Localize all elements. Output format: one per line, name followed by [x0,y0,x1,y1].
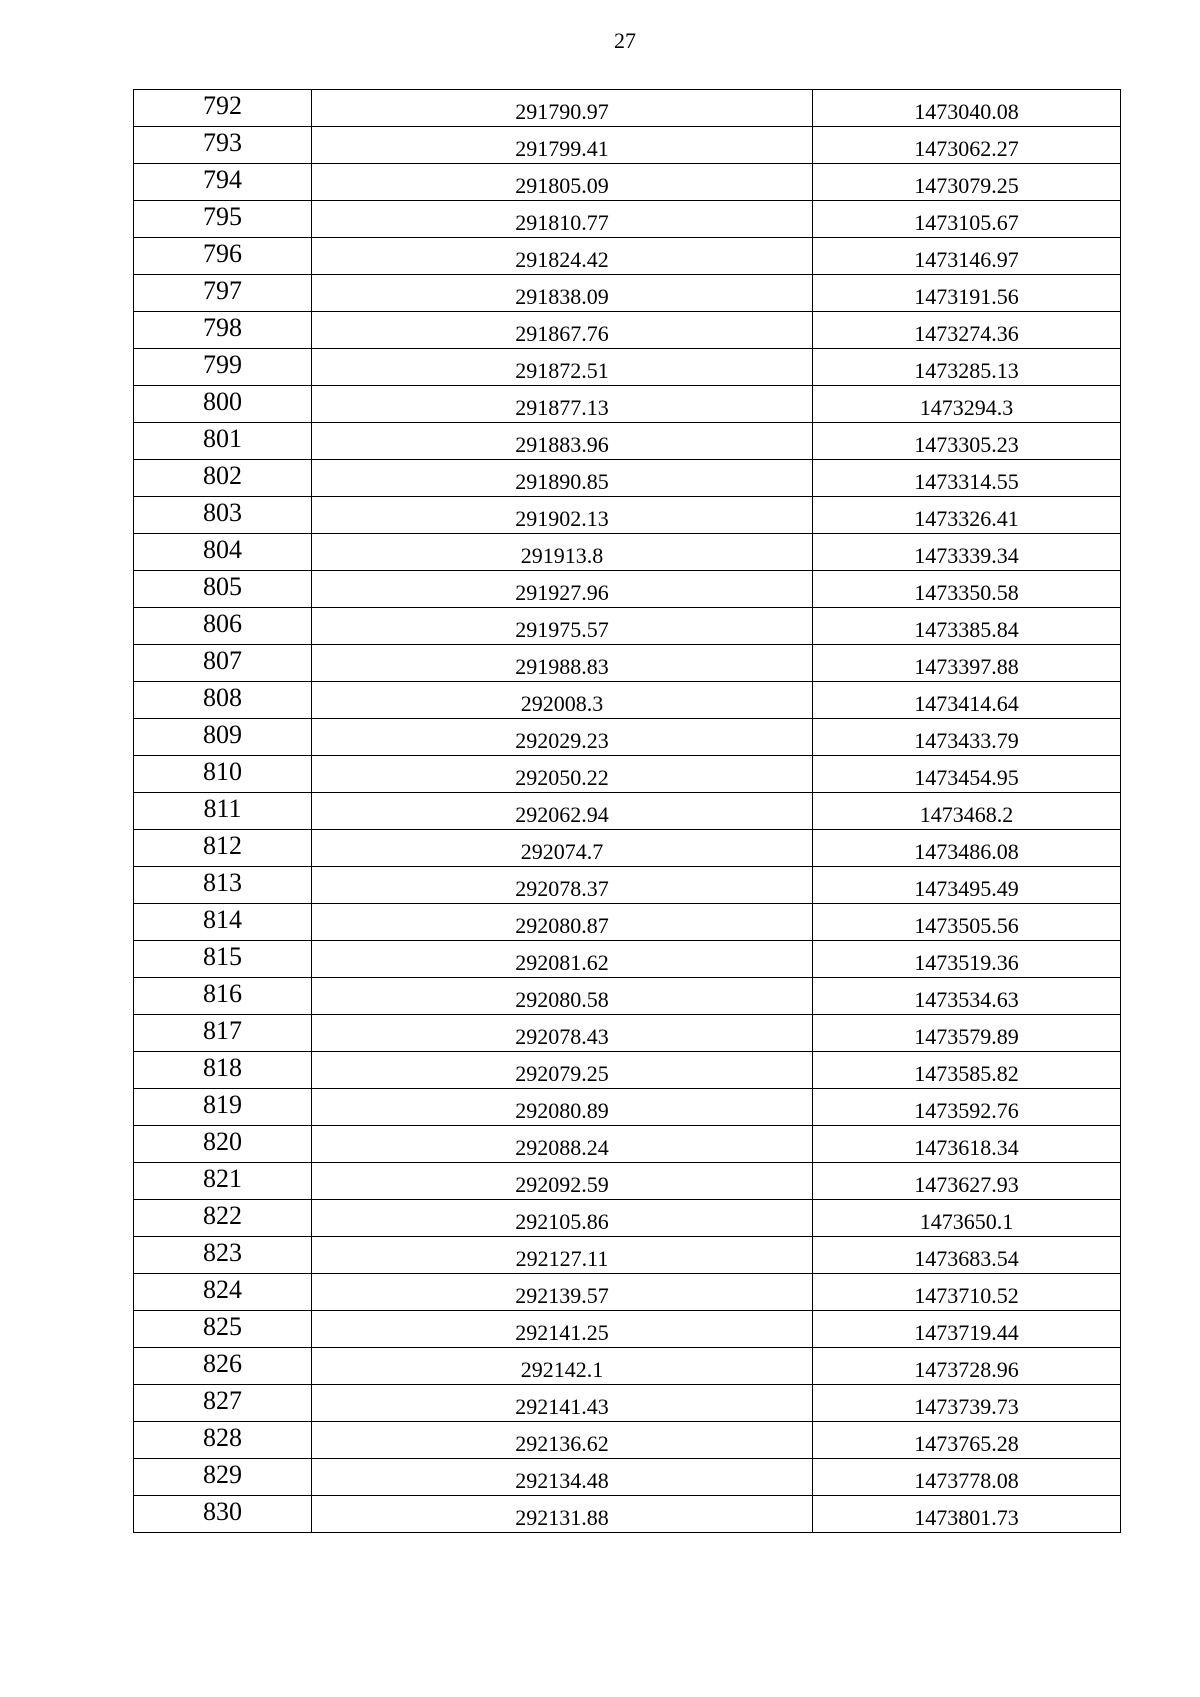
x-coordinate-cell: 291913.8 [312,534,813,571]
table-row [134,1052,1121,1089]
point-number-cell: 815 [134,941,312,978]
point-number-cell: 821 [134,1163,312,1200]
x-coordinate-cell: 292080.87 [312,904,813,941]
table-row [134,830,1121,867]
table-row [134,571,1121,608]
y-coordinate-cell: 1473326.41 [813,497,1121,534]
table-row [134,164,1121,201]
point-number-cell: 819 [134,1089,312,1126]
y-coordinate-cell: 1473191.56 [813,275,1121,312]
point-number-cell: 813 [134,867,312,904]
y-coordinate-cell: 1473285.13 [813,349,1121,386]
table-row [134,1311,1121,1348]
table-row [134,460,1121,497]
x-coordinate-cell: 291824.42 [312,238,813,275]
point-number-cell: 812 [134,830,312,867]
table-row [134,1126,1121,1163]
x-coordinate-cell: 291890.85 [312,460,813,497]
y-coordinate-cell: 1473294.3 [813,386,1121,423]
point-number-cell: 824 [134,1274,312,1311]
x-coordinate-cell: 292131.88 [312,1496,813,1533]
x-coordinate-cell: 292074.7 [312,830,813,867]
table-row [134,904,1121,941]
x-coordinate-cell: 292081.62 [312,941,813,978]
y-coordinate-cell: 1473683.54 [813,1237,1121,1274]
point-number-cell: 793 [134,127,312,164]
y-coordinate-cell: 1473040.08 [813,90,1121,127]
y-coordinate-cell: 1473350.58 [813,571,1121,608]
y-coordinate-cell: 1473710.52 [813,1274,1121,1311]
x-coordinate-cell: 292080.58 [312,978,813,1015]
x-coordinate-cell: 291975.57 [312,608,813,645]
point-number-cell: 829 [134,1459,312,1496]
table-row [134,867,1121,904]
x-coordinate-cell: 291838.09 [312,275,813,312]
point-number-cell: 818 [134,1052,312,1089]
y-coordinate-cell: 1473495.49 [813,867,1121,904]
x-coordinate-cell: 291872.51 [312,349,813,386]
y-coordinate-cell: 1473778.08 [813,1459,1121,1496]
y-coordinate-cell: 1473739.73 [813,1385,1121,1422]
y-coordinate-cell: 1473486.08 [813,830,1121,867]
y-coordinate-cell: 1473105.67 [813,201,1121,238]
y-coordinate-cell: 1473062.27 [813,127,1121,164]
y-coordinate-cell: 1473339.34 [813,534,1121,571]
y-coordinate-cell: 1473579.89 [813,1015,1121,1052]
table-row [134,1496,1121,1533]
x-coordinate-cell: 292134.48 [312,1459,813,1496]
point-number-cell: 823 [134,1237,312,1274]
y-coordinate-cell: 1473650.1 [813,1200,1121,1237]
table-row [134,201,1121,238]
x-coordinate-cell: 291877.13 [312,386,813,423]
point-number-cell: 795 [134,201,312,238]
x-coordinate-cell: 292127.11 [312,1237,813,1274]
point-number-cell: 807 [134,645,312,682]
y-coordinate-cell: 1473534.63 [813,978,1121,1015]
y-coordinate-cell: 1473505.56 [813,904,1121,941]
table-row [134,682,1121,719]
y-coordinate-cell: 1473801.73 [813,1496,1121,1533]
x-coordinate-cell: 292088.24 [312,1126,813,1163]
y-coordinate-cell: 1473146.97 [813,238,1121,275]
point-number-cell: 800 [134,386,312,423]
x-coordinate-cell: 291805.09 [312,164,813,201]
point-number-cell: 820 [134,1126,312,1163]
point-number-cell: 809 [134,719,312,756]
x-coordinate-cell: 291867.76 [312,312,813,349]
x-coordinate-cell: 292141.25 [312,1311,813,1348]
x-coordinate-cell: 292139.57 [312,1274,813,1311]
table-row [134,1274,1121,1311]
table-row [134,978,1121,1015]
y-coordinate-cell: 1473519.36 [813,941,1121,978]
table-row [134,1348,1121,1385]
point-number-cell: 830 [134,1496,312,1533]
point-number-cell: 797 [134,275,312,312]
table-row [134,238,1121,275]
table-row [134,423,1121,460]
point-number-cell: 817 [134,1015,312,1052]
table-row [134,497,1121,534]
table-row [134,608,1121,645]
coordinates-table-body [134,90,1121,1533]
table-row [134,1200,1121,1237]
x-coordinate-cell: 292062.94 [312,793,813,830]
x-coordinate-cell: 291799.41 [312,127,813,164]
y-coordinate-cell: 1473585.82 [813,1052,1121,1089]
point-number-cell: 822 [134,1200,312,1237]
point-number-cell: 808 [134,682,312,719]
y-coordinate-cell: 1473468.2 [813,793,1121,830]
y-coordinate-cell: 1473765.28 [813,1422,1121,1459]
y-coordinate-cell: 1473627.93 [813,1163,1121,1200]
y-coordinate-cell: 1473592.76 [813,1089,1121,1126]
x-coordinate-cell: 291902.13 [312,497,813,534]
x-coordinate-cell: 291927.96 [312,571,813,608]
page-number: 27 [614,28,636,53]
table-row [134,1459,1121,1496]
point-number-cell: 828 [134,1422,312,1459]
table-row [134,534,1121,571]
x-coordinate-cell: 292105.86 [312,1200,813,1237]
y-coordinate-cell: 1473385.84 [813,608,1121,645]
x-coordinate-cell: 292078.43 [312,1015,813,1052]
point-number-cell: 792 [134,90,312,127]
y-coordinate-cell: 1473728.96 [813,1348,1121,1385]
x-coordinate-cell: 292142.1 [312,1348,813,1385]
table-row [134,756,1121,793]
x-coordinate-cell: 292050.22 [312,756,813,793]
point-number-cell: 794 [134,164,312,201]
point-number-cell: 806 [134,608,312,645]
point-number-cell: 814 [134,904,312,941]
point-number-cell: 804 [134,534,312,571]
x-coordinate-cell: 292008.3 [312,682,813,719]
table-row [134,386,1121,423]
table-row [134,1385,1121,1422]
y-coordinate-cell: 1473079.25 [813,164,1121,201]
point-number-cell: 802 [134,460,312,497]
table-row [134,1237,1121,1274]
table-row [134,793,1121,830]
x-coordinate-cell: 292078.37 [312,867,813,904]
point-number-cell: 826 [134,1348,312,1385]
x-coordinate-cell: 291988.83 [312,645,813,682]
y-coordinate-cell: 1473314.55 [813,460,1121,497]
table-row [134,275,1121,312]
x-coordinate-cell: 292079.25 [312,1052,813,1089]
coordinates-table [133,89,1121,1533]
y-coordinate-cell: 1473618.34 [813,1126,1121,1163]
table-row [134,1015,1121,1052]
table-row [134,349,1121,386]
point-number-cell: 811 [134,793,312,830]
table-row [134,645,1121,682]
x-coordinate-cell: 292029.23 [312,719,813,756]
y-coordinate-cell: 1473454.95 [813,756,1121,793]
x-coordinate-cell: 292141.43 [312,1385,813,1422]
table-row [134,127,1121,164]
point-number-cell: 796 [134,238,312,275]
y-coordinate-cell: 1473719.44 [813,1311,1121,1348]
point-number-cell: 827 [134,1385,312,1422]
point-number-cell: 803 [134,497,312,534]
table-row [134,90,1121,127]
x-coordinate-cell: 291883.96 [312,423,813,460]
x-coordinate-cell: 291790.97 [312,90,813,127]
x-coordinate-cell: 292136.62 [312,1422,813,1459]
table-row [134,1163,1121,1200]
point-number-cell: 825 [134,1311,312,1348]
y-coordinate-cell: 1473305.23 [813,423,1121,460]
y-coordinate-cell: 1473433.79 [813,719,1121,756]
x-coordinate-cell: 292092.59 [312,1163,813,1200]
table-row [134,719,1121,756]
y-coordinate-cell: 1473414.64 [813,682,1121,719]
point-number-cell: 805 [134,571,312,608]
x-coordinate-cell: 292080.89 [312,1089,813,1126]
point-number-cell: 801 [134,423,312,460]
point-number-cell: 810 [134,756,312,793]
table-row [134,941,1121,978]
y-coordinate-cell: 1473397.88 [813,645,1121,682]
table-row [134,1089,1121,1126]
table-row [134,312,1121,349]
point-number-cell: 798 [134,312,312,349]
table-row [134,1422,1121,1459]
point-number-cell: 816 [134,978,312,1015]
point-number-cell: 799 [134,349,312,386]
y-coordinate-cell: 1473274.36 [813,312,1121,349]
x-coordinate-cell: 291810.77 [312,201,813,238]
